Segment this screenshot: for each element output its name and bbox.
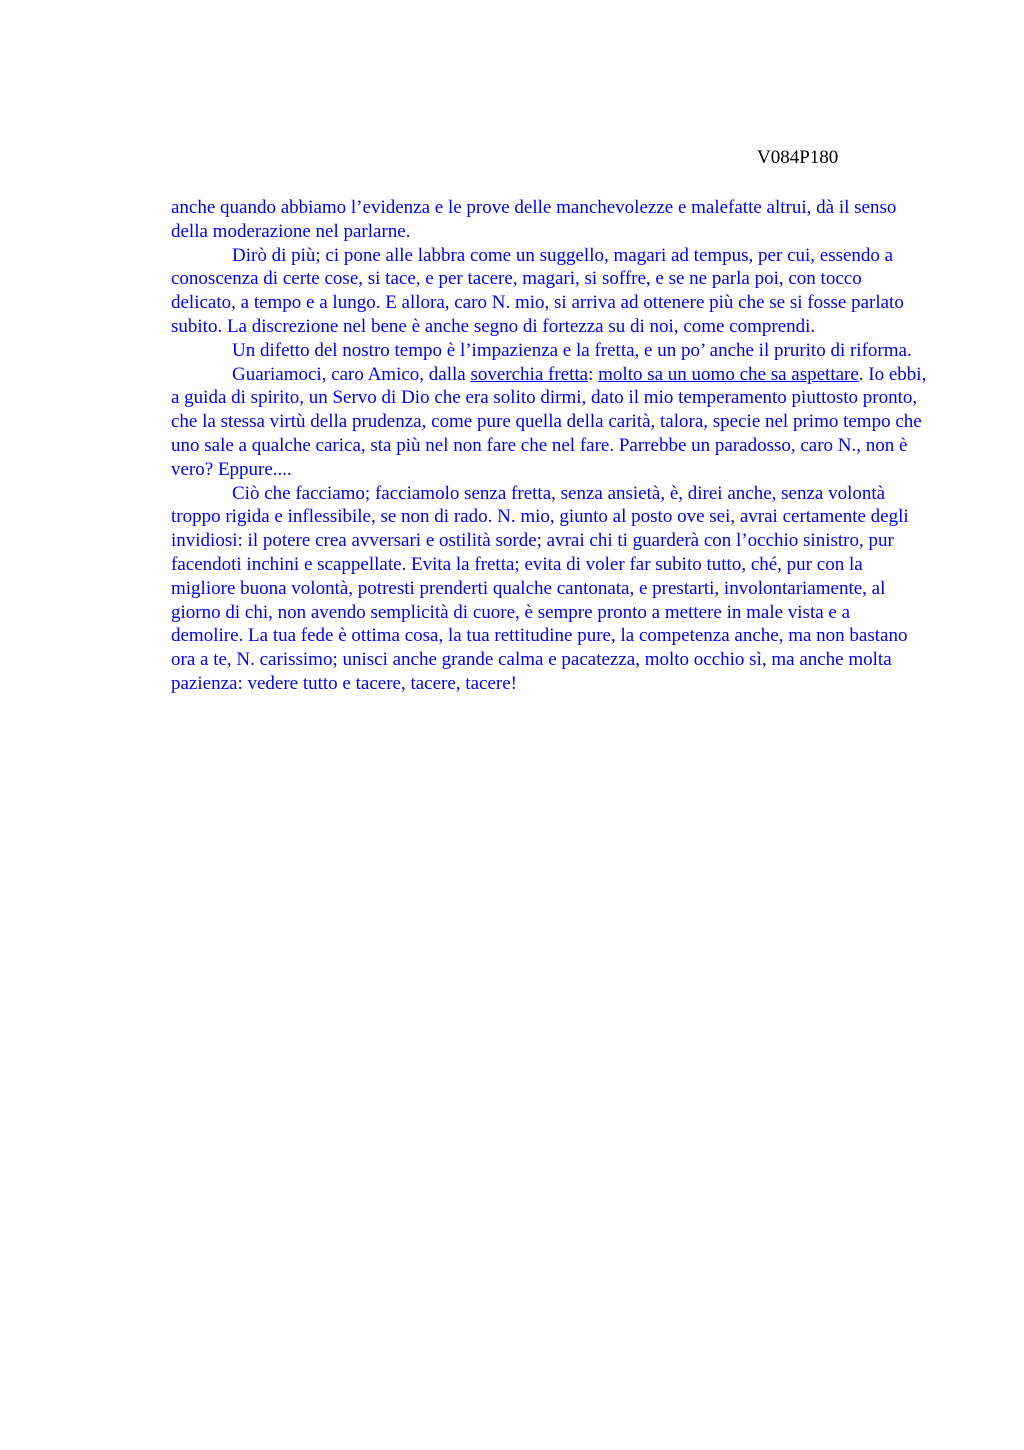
underlined-phrase-molto-sa-aspettare: molto sa un uomo che sa aspettare (598, 363, 859, 385)
paragraph-4 (171, 363, 927, 482)
paragraph-4-text-end: . Io ebbi, a guida di spirito, un Servo di Dio che era solito dirmi, dato il mio temperamento piuttosto pronto, che la stessa virtù della prudenza, come pure quella della carità, talora, specie nel primo tempo che uno sale a qualche carica, sta più nel non fare che nel fare. Parrebbe un paradosso, caro N., non è vero? Eppure.... (171, 363, 927, 480)
page-code: V084P180 (757, 147, 839, 168)
paragraph-2: Dirò di più; ci pone alle labbra come un suggello, magari ad tempus, per cui, essendo a conoscenza di certe cose, si tace, e per tacere, magari, si soffre, e se ne parla poi, con tocco delicato, a tempo e a lungo. E allora, caro N. mio, si arriva ad ottenere più che se si fosse parlato subito. La discrezione nel bene è anche segno di fortezza su di noi, come comprendi. (171, 244, 904, 337)
paragraph-4-colon: : (588, 363, 599, 385)
underlined-phrase-soverchia-fretta: soverchia fretta (470, 363, 589, 385)
paragraph-5: Ciò che facciamo; facciamolo senza fretta, senza ansietà, è, direi anche, senza volontà troppo rigida e inflessibile, se non di rado. N. mio, giunto al posto ove sei, avrai certamente degli invidiosi: il potere crea avversari e ostilità sorde; avrai chi ti guarderà con l’occhio sinistro, pur facendoti inchini e scappellate. Evita la fretta; evita di voler far subito tutto, ché, pur con la migliore buona volontà, potresti prenderti qualche cantonata, e prestarti, involontariamente, al giorno di chi, non avendo semplicità di cuore, è sempre pronto a mettere in male vista e a demolire. La tua fede è ottima cosa, la tua rettitudine pure, la competenza anche, ma non bastano ora a te, N. carissimo; unisci anche grande calma e pacatezza, molto occhio sì, ma anche molta pazienza: vedere tutto e tacere, tacere, tacere! (171, 482, 909, 694)
paragraph-1: anche quando abbiamo l’evidenza e le prove delle manchevolezze e malefatte altrui, dà il senso della moderazione nel parlarne. (171, 197, 897, 242)
paragraph-4-text-start: Guariamoci, caro Amico, dalla (232, 363, 471, 385)
body-text (171, 196, 927, 696)
paragraph-3: Un difetto del nostro tempo è l’impazienza e la fretta, e un po’ anche il prurito di riforma. (232, 339, 912, 361)
